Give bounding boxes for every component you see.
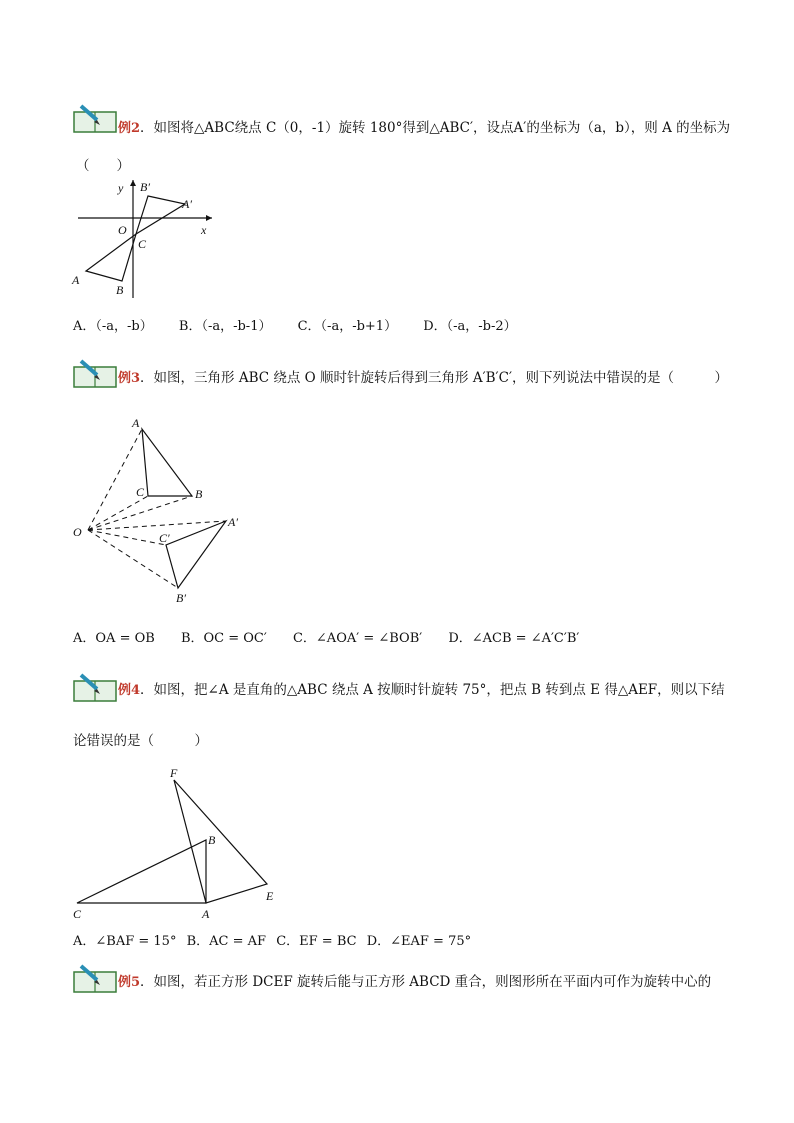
point-B-label: B [116, 283, 124, 297]
point-C-label: C [73, 907, 82, 921]
choice-d[interactable]: D．∠ACB = ∠A′C′B′ [448, 631, 580, 646]
point-Aprime-label: A′ [228, 515, 238, 529]
point-C-label: C [138, 237, 147, 251]
example-2-label: 例2 [118, 121, 141, 136]
point-C-label: C [136, 485, 145, 499]
example-2-figure [70, 176, 220, 301]
choice-d[interactable]: D．∠EAF = 75° [366, 934, 472, 949]
example-3-figure [68, 412, 258, 612]
point-B-label: B [208, 833, 216, 847]
example-3-question [118, 369, 728, 388]
choice-d[interactable]: D．（-a，-b-2） [423, 319, 517, 334]
example-4-choices [73, 930, 493, 949]
choice-c[interactable]: C．EF = BC [276, 934, 357, 949]
choice-b[interactable]: B．（-a，-b-1） [178, 319, 272, 334]
example-2-choices [73, 315, 539, 334]
example-3-label: 例3 [118, 371, 141, 386]
book-pencil-icon [73, 672, 119, 702]
example-3-choices [73, 627, 601, 646]
point-F-label: F [170, 766, 178, 780]
example-4-question-cont: 论错误的是（ ） [73, 733, 208, 749]
point-O-label: O [73, 525, 82, 539]
choice-a[interactable]: A．OA = OB [73, 631, 155, 646]
example-5-text: ．如图，若正方形 DCEF 旋转后能与正方形 ABCD 重合，则图形所在平面内可作为旋转中心的 [140, 974, 712, 990]
choice-a[interactable]: A．（-a，-b） [73, 319, 153, 334]
point-Bprime-label: B′ [176, 591, 186, 605]
point-Cprime-label: C′ [159, 531, 170, 545]
point-Bprime-label: B′ [140, 180, 150, 194]
example-4-question [118, 681, 725, 700]
example-4-text: ．如图，把∠A 是直角的△ABC 绕点 A 按顺时针旋转 75°，把点 B 转到点 E 得△AEF，则以下结 [140, 682, 725, 698]
example-5-question [118, 973, 711, 992]
book-pencil-icon [73, 358, 119, 388]
choice-b[interactable]: B．AC = AF [186, 934, 267, 949]
example-4-figure [66, 762, 296, 922]
point-O-label: O [118, 223, 127, 237]
choice-c[interactable]: C．（-a，-b+1） [297, 319, 398, 334]
axis-y-label: y [118, 181, 124, 195]
point-A-label: A [132, 416, 140, 430]
point-A-label: A [202, 907, 210, 921]
example-3-text: ．如图，三角形 ABC 绕点 O 顺时针旋转后得到三角形 A′B′C′，则下列说法中错误的是（ ） [140, 370, 729, 386]
point-Aprime-label: A′ [182, 197, 192, 211]
point-A-label: A [72, 273, 80, 287]
axis-x-label: x [201, 223, 207, 237]
point-B-label: B [195, 487, 203, 501]
example-5-label: 例5 [118, 975, 141, 990]
example-2-blank: （ ） [76, 158, 130, 174]
point-E-label: E [266, 889, 274, 903]
choice-a[interactable]: A．∠BAF = 15° [73, 934, 177, 949]
choice-c[interactable]: C．∠AOA′ = ∠BOB′ [292, 631, 423, 646]
example-2-text: ．如图将△ABC绕点 C（0，-1）旋转 180°得到△ABC′，设点A′的坐标为（a，b），则 A 的坐标为 [140, 120, 731, 136]
book-pencil-icon [73, 963, 119, 993]
book-pencil-icon [73, 103, 119, 133]
choice-b[interactable]: B．OC = OC′ [180, 631, 267, 646]
example-4-label: 例4 [118, 683, 141, 698]
example-2-question [118, 119, 730, 138]
